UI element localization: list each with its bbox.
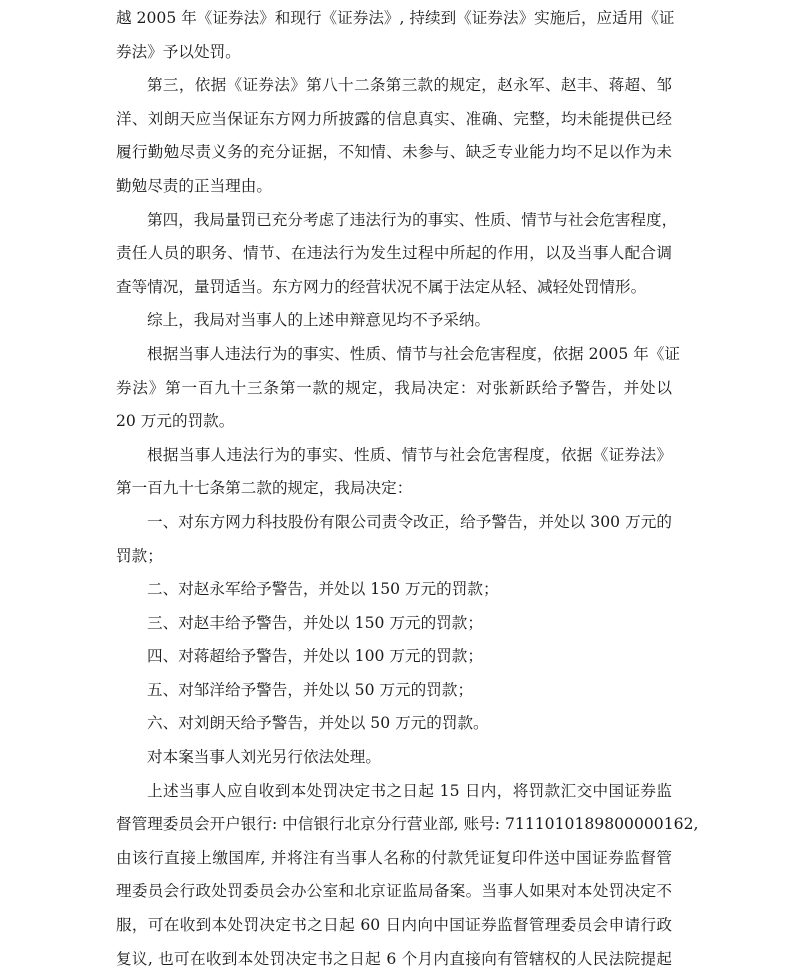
text-line: 20 万元的罚款。	[116, 412, 235, 431]
text-line: 理委员会行政处罚委员会办公室和北京证监局备案。当事人如果对本处罚决定不	[116, 882, 672, 901]
text-line: 根据当事人违法行为的事实、性质、情节与社会危害程度，依据《证券法》	[147, 445, 672, 464]
paragraph-point-four	[116, 204, 678, 305]
text-line: 上述当事人应自收到本处罚决定书之日起 15 日内，将罚款汇交中国证券监	[147, 781, 672, 800]
text-line: 越 2005 年《证券法》和现行《证券法》, 持续到《证券法》实施后，应适用《证	[116, 9, 675, 27]
text-line: 根据当事人违法行为的事实、性质、情节与社会危害程度，依据 2005 年《证	[147, 344, 681, 363]
text-line: 洋、刘朗天应当保证东方网力所披露的信息真实、准确、完整，均未能提供已经	[116, 109, 672, 128]
text-line: 服，可在收到本处罚决定书之日起 60 日内向中国证券监督管理委员会申请行政	[116, 916, 672, 935]
document-page	[116, 2, 699, 976]
text-line: 查等情况，量罚适当。东方网力的经营状况不属于法定从轻、减轻处罚情形。	[116, 277, 647, 296]
paragraph-liu-guang	[116, 741, 672, 775]
text-line: 责任人员的职务、情节、在违法行为发生过程中所起的作用，以及当事人配合调	[116, 244, 672, 263]
text-line: 四、对蒋超给予警告，并处以 100 万元的罚款；	[147, 647, 483, 666]
paragraph-decision-zhang	[116, 338, 681, 439]
text-line: 三、对赵丰给予警告，并处以 150 万元的罚款；	[147, 613, 483, 632]
text-line: 督管理委员会开户银行: 中信银行北京分行营业部, 账号: 7111010189800000162,	[116, 815, 699, 834]
text-line: 综上，我局对当事人的上述申辩意见均不予采纳。	[147, 311, 491, 330]
penalty-item-4	[116, 640, 672, 674]
text-line: 六、对刘朗天给予警告，并处以 50 万元的罚款。	[147, 714, 489, 733]
text-line: 二、对赵永军给予警告，并处以 150 万元的罚款；	[147, 580, 499, 599]
paragraph-point-three	[116, 69, 672, 203]
penalty-item-1	[116, 506, 672, 573]
text-line: 券法》予以处罚。	[116, 42, 241, 61]
paragraph-payment-instructions	[116, 775, 699, 976]
text-line: 由该行直接上缴国库, 并将注有当事人名称的付款凭证复印件送中国证券监督管	[116, 848, 672, 867]
penalty-item-6	[116, 707, 672, 741]
text-line: 履行勤勉尽责义务的充分证据，不知情、未参与、缺乏专业能力均不足以作为未	[116, 143, 672, 162]
paragraph-conclusion	[116, 304, 672, 338]
text-line: 第一百九十七条第二款的规定，我局决定：	[116, 479, 413, 498]
text-line: 券法》第一百九十三条第一款的规定，我局决定：对张新跃给予警告，并处以	[116, 378, 672, 397]
text-line: 第三，依据《证券法》第八十二条第三款的规定，赵永军、赵丰、蒋超、邹	[147, 76, 672, 95]
text-line: 一、对东方网力科技股份有限公司责令改正，给予警告，并处以 300 万元的	[147, 512, 672, 531]
penalty-item-5	[116, 674, 672, 708]
text-line: 第四，我局量罚已充分考虑了违法行为的事实、性质、情节与社会危害程度，	[147, 210, 678, 229]
penalty-item-2	[116, 573, 672, 607]
paragraph-decision-basis	[116, 439, 672, 506]
text-line: 勤勉尽责的正当理由。	[116, 176, 272, 195]
text-line: 复议, 也可在收到本处罚决定书之日起 6 个月内直接向有管辖权的人民法院提起	[116, 949, 672, 968]
text-line: 罚款；	[116, 546, 163, 565]
penalty-item-3	[116, 607, 672, 641]
text-line: 五、对邹洋给予警告，并处以 50 万元的罚款；	[147, 680, 474, 699]
text-line: 对本案当事人刘光另行依法处理。	[147, 748, 381, 767]
paragraph-applicable-law	[116, 2, 675, 69]
